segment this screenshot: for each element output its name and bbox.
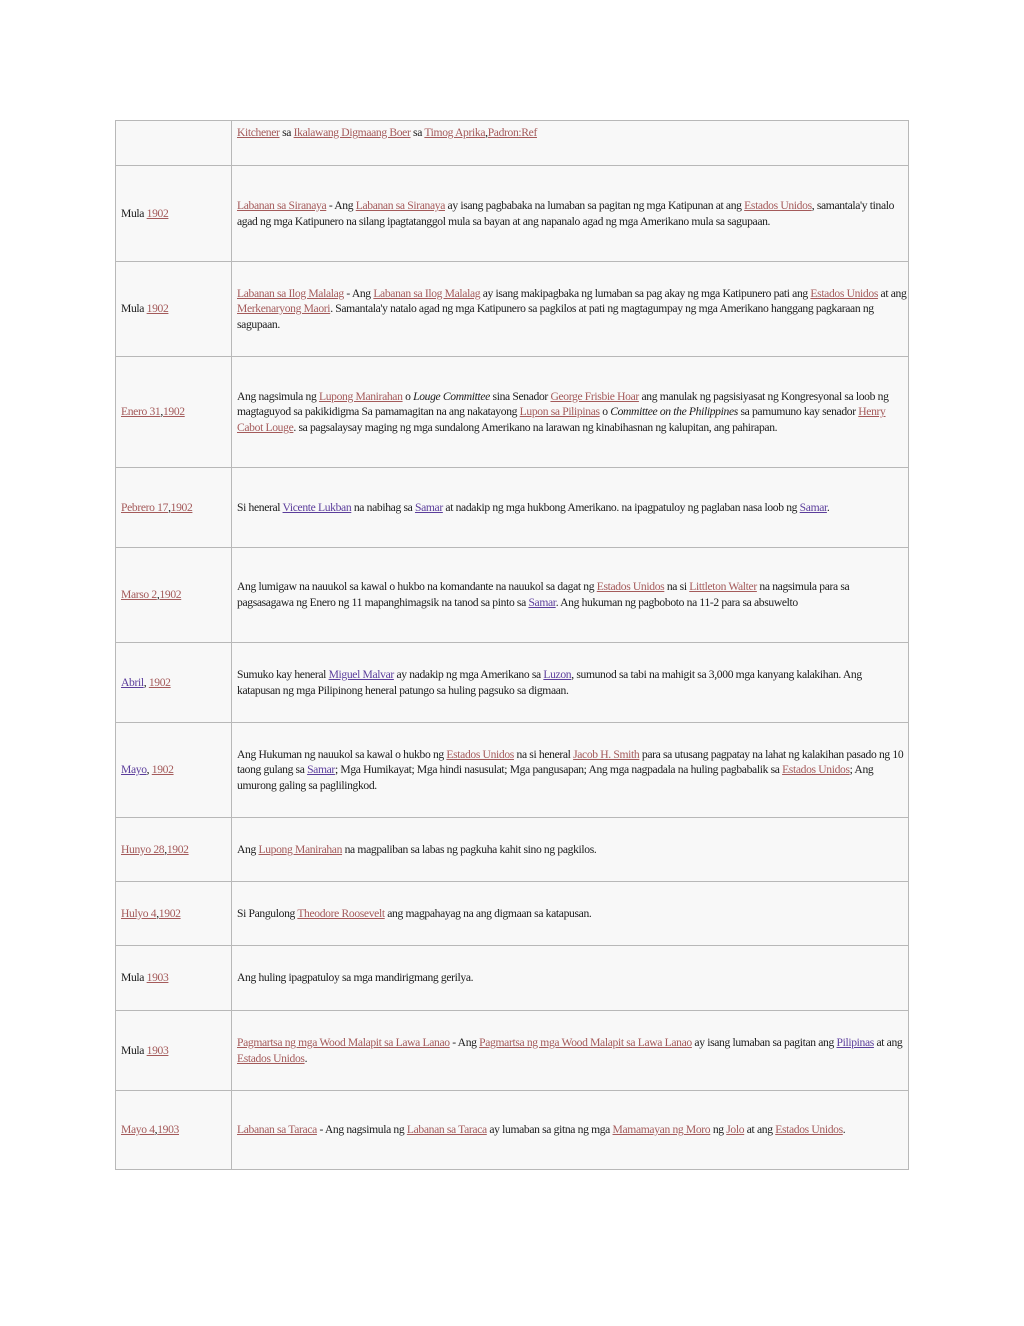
cell-text: ,	[164, 842, 167, 856]
wiki-link[interactable]: Ikalawang Digmaang Boer	[293, 126, 411, 139]
wiki-link[interactable]: Labanan sa Ilog Malalag	[373, 286, 481, 300]
cell-text: Mula	[121, 302, 147, 316]
table-row	[116, 643, 909, 723]
wiki-link[interactable]: Pagmartsa ng mga Wood Malapit sa Lawa Lanao	[237, 1035, 450, 1049]
table-row	[116, 818, 909, 882]
cell-text: ,	[160, 405, 163, 419]
wiki-link[interactable]: Estados Unidos	[775, 1123, 843, 1137]
wiki-link[interactable]: Samar	[528, 596, 556, 609]
date-cell	[116, 723, 232, 818]
cell-text: . Samantala'y natalo agad ng mga Katipunero sa pagkilos at pati ng magtagumpay ng mga Amerikano hanggang pagkaraan ng sagupaan.	[237, 302, 874, 331]
cell-text: Mula	[121, 206, 147, 220]
wiki-link[interactable]: Jacob H. Smith	[573, 747, 640, 761]
cell-text: sina Senador	[489, 389, 551, 403]
event-cell	[232, 548, 909, 643]
date-cell	[116, 946, 232, 1011]
event-cell	[232, 121, 909, 166]
wiki-link[interactable]: George Frisbie Hoar	[550, 389, 639, 403]
timeline-body	[116, 121, 909, 1170]
wiki-link[interactable]: Mayo	[121, 763, 147, 777]
wiki-link[interactable]: Pagmartsa ng mga Wood Malapit sa Lawa Lanao	[479, 1035, 692, 1049]
cell-text: ang magpahayag na ang digmaan sa katapusan.	[384, 906, 592, 920]
wiki-link[interactable]: 1902	[162, 405, 185, 419]
cell-text: o	[599, 405, 611, 419]
wiki-link[interactable]: Labanan sa Siranaya	[355, 198, 445, 212]
wiki-link[interactable]: Kitchener	[237, 126, 280, 139]
event-cell	[232, 1091, 909, 1170]
cell-text: ay lumaban sa gitna ng mga	[486, 1123, 613, 1137]
cell-text: at nadakip ng mga hukbong Amerikano. na ipagpatuloy ng paglaban nasa loob ng	[442, 500, 800, 514]
wiki-link[interactable]: Hulyo 4	[121, 906, 157, 920]
wiki-link[interactable]: Labanan sa Taraca	[406, 1123, 487, 1137]
cell-text: , samantala'y tinalo agad ng mga Katipunero na silang ipagtatanggol mula sa bayan at ang napanalo agad ng mga Amerikano mula sa sagupaan.	[237, 198, 895, 228]
event-cell	[232, 818, 909, 882]
wiki-link[interactable]: Mamamayan ng Moro	[612, 1123, 711, 1137]
cell-text: ,	[146, 763, 152, 777]
cell-text: . sa pagsalaysay maging ng mga sundalong Amerikano na larawan ng kinabihasnan ng kalupitan, ang pahirapan.	[293, 420, 778, 434]
cell-text: na si heneral	[513, 747, 574, 761]
wiki-link[interactable]: Estados Unidos	[744, 198, 812, 212]
wiki-link[interactable]: Labanan sa Siranaya	[237, 198, 327, 212]
cell-text: sa	[279, 126, 294, 139]
event-cell	[232, 643, 909, 723]
cell-text: Si heneral	[237, 500, 283, 514]
wiki-link[interactable]: Jolo	[726, 1123, 745, 1137]
cell-text: - Ang	[326, 198, 356, 212]
wiki-link[interactable]: Mayo 4	[121, 1123, 155, 1137]
cell-text: .	[842, 1123, 846, 1137]
date-cell	[116, 643, 232, 723]
cell-text: ,	[156, 588, 160, 602]
cell-text: Ang	[237, 842, 259, 856]
date-cell	[116, 1091, 232, 1170]
cell-text: Ang nagsimula ng	[237, 389, 319, 403]
cell-text: , sumunod sa tabi na mahigit sa 3,000 mga kanyang kalakihan. Ang katapusan ng mga Pilipinong heneral patungo sa huling pagsuko sa digmaan.	[237, 667, 862, 697]
event-cell	[232, 946, 909, 1011]
cell-text: Si Pangulong	[237, 906, 298, 920]
table-row	[116, 121, 909, 166]
cell-text: - Ang	[449, 1035, 480, 1049]
event-cell	[232, 262, 909, 357]
wiki-link[interactable]: 1902	[158, 906, 181, 920]
wiki-link[interactable]: Estados Unidos	[237, 1051, 305, 1065]
wiki-link[interactable]: Samar	[799, 500, 827, 514]
date-cell	[116, 262, 232, 357]
table-row	[116, 1011, 909, 1091]
cell-text: ,	[168, 500, 171, 514]
timeline-table	[115, 120, 909, 1170]
cell-text: Ang huling ipagpatuloy sa mga mandirigmang gerilya.	[237, 971, 474, 985]
wiki-link[interactable]: Padron:Ref	[487, 126, 537, 139]
date-cell	[116, 548, 232, 643]
cell-text: na nabihag sa	[351, 500, 415, 514]
cell-text: na si	[664, 580, 690, 594]
cell-text: - Ang nagsimula ng	[316, 1123, 407, 1137]
date-cell	[116, 166, 232, 262]
wiki-link[interactable]: Timog Aprika	[424, 126, 486, 139]
wiki-link[interactable]: 1902	[148, 675, 171, 689]
wiki-link[interactable]: 1902	[146, 206, 169, 220]
wiki-link[interactable]: Samar	[414, 500, 443, 514]
cell-text: Ang lumigaw na nauukol sa kawal o hukbo na komandante na nauukol sa dagat ng	[237, 580, 597, 594]
wiki-link[interactable]: 1902	[146, 302, 169, 316]
table-row	[116, 468, 909, 548]
cell-text: Mula	[121, 1043, 147, 1057]
wiki-link[interactable]: Vicente Lukban	[282, 500, 352, 514]
cell-text: ; Ang umurong galing sa paglilingkod.	[237, 763, 874, 792]
cell-text: ay isang pagbabaka na lumaban sa pagitan ng mga Katipunan at ang	[445, 198, 745, 212]
cell-text: ang manulak ng pagsisiyasat ng Kongresyonal sa loob ng magtaguyod sa pakikidigma Sa pamamagitan na ang nakatayong	[237, 389, 889, 419]
cell-text: at ang	[877, 286, 907, 300]
table-row	[116, 1091, 909, 1170]
date-cell	[116, 1011, 232, 1091]
event-cell	[232, 1011, 909, 1091]
event-cell	[232, 723, 909, 818]
cell-text: sa pamumuno kay senador	[737, 405, 859, 419]
cell-text: .	[826, 500, 830, 514]
wiki-link[interactable]: 1902	[159, 588, 182, 602]
date-cell	[116, 818, 232, 882]
table-row	[116, 166, 909, 262]
date-cell	[116, 882, 232, 946]
wiki-link[interactable]: Merkenaryong Maori	[237, 302, 331, 316]
table-row	[116, 882, 909, 946]
wiki-link[interactable]: Labanan sa Taraca	[237, 1123, 317, 1137]
italic-text: Committee on the Philippines	[610, 405, 738, 419]
event-cell	[232, 882, 909, 946]
wiki-link[interactable]: Labanan sa Ilog Malalag	[237, 286, 344, 300]
wiki-link[interactable]: 1902	[170, 500, 193, 514]
wiki-link[interactable]: 1903	[157, 1123, 180, 1137]
wiki-link[interactable]: Pilipinas	[836, 1035, 874, 1049]
cell-text: na magpaliban sa labas ng pagkuha kahit sino ng pagkilos.	[342, 842, 597, 856]
cell-text: o	[402, 389, 414, 403]
wiki-link[interactable]: 1903	[146, 971, 169, 985]
table-row	[116, 262, 909, 357]
wiki-link[interactable]: Littleton Walter	[689, 580, 757, 594]
cell-text: ,	[154, 1123, 158, 1137]
table-row	[116, 723, 909, 818]
cell-text: ,	[143, 675, 149, 689]
table-row	[116, 357, 909, 468]
wiki-link[interactable]: Lupong Manirahan	[318, 389, 403, 403]
wiki-link[interactable]: Henry Cabot Louge	[237, 405, 886, 434]
cell-text: na nagsimula para sa pagsasagawa ng Enero ng 11 mapanghimagsik na tanod sa pinto sa	[237, 580, 850, 609]
cell-text: . Ang hukuman ng pagboboto na 11-2 para sa absuwelto	[555, 596, 798, 609]
wiki-link[interactable]: 1902	[151, 763, 174, 777]
wiki-link[interactable]: Lupon sa Pilipinas	[519, 405, 600, 419]
wiki-link[interactable]: Marso 2	[121, 588, 157, 602]
cell-text: ,	[485, 126, 488, 139]
date-cell	[116, 357, 232, 468]
table-row	[116, 548, 909, 643]
cell-text: Mula	[121, 971, 147, 985]
wiki-link[interactable]: Estados Unidos	[596, 580, 665, 594]
wiki-link[interactable]: Estados Unidos	[782, 763, 850, 777]
cell-text: sa	[410, 126, 425, 139]
wiki-link[interactable]: Samar	[307, 763, 335, 777]
cell-text: - Ang	[343, 286, 374, 300]
event-cell	[232, 166, 909, 262]
wiki-link[interactable]: 1903	[146, 1043, 169, 1057]
cell-text: ng	[710, 1123, 727, 1137]
cell-text: ay isang makipagbaka ng lumaban sa pag akay ng mga Katipunero pati ang	[480, 286, 811, 300]
italic-text: Louge Committee	[413, 389, 490, 403]
wiki-link[interactable]: Miguel Malvar	[328, 667, 394, 681]
cell-text: .	[304, 1051, 308, 1065]
cell-text: ; Mga Humikayat; Mga hindi nasusulat; Mga pangusapan; Ang mga nagpadala na huling pagbabalik sa	[334, 763, 783, 777]
wiki-link[interactable]: Lupong Manirahan	[258, 842, 343, 856]
wiki-link[interactable]: Estados Unidos	[810, 286, 878, 300]
cell-text: Sumuko kay heneral	[237, 667, 329, 681]
wiki-link[interactable]: Theodore Roosevelt	[297, 906, 385, 920]
event-cell	[232, 357, 909, 468]
wiki-link[interactable]: Luzon	[543, 667, 572, 681]
wiki-link[interactable]: Estados Unidos	[446, 747, 514, 761]
wiki-link[interactable]: Enero 31	[121, 405, 161, 419]
cell-text: at ang	[744, 1123, 776, 1137]
cell-text: ay isang lumaban sa pagitan ang	[691, 1035, 837, 1049]
cell-text: ay nadakip ng mga Amerikano sa	[393, 667, 544, 681]
wiki-link[interactable]: Abril	[121, 675, 144, 689]
cell-text: ,	[156, 906, 159, 920]
wiki-link[interactable]: Pebrero 17	[121, 500, 169, 514]
wiki-link[interactable]: 1902	[166, 842, 189, 856]
table-row	[116, 946, 909, 1011]
cell-text: at ang	[873, 1035, 903, 1049]
date-cell	[116, 121, 232, 166]
cell-text: para sa utusang pagpatay na lahat ng kalakihan pasado ng 10 taong gulang sa	[237, 747, 904, 777]
event-cell	[232, 468, 909, 548]
wiki-link[interactable]: Hunyo 28	[121, 842, 165, 856]
cell-text: Ang Hukuman ng nauukol sa kawal o hukbo ng	[237, 747, 447, 761]
date-cell	[116, 468, 232, 548]
